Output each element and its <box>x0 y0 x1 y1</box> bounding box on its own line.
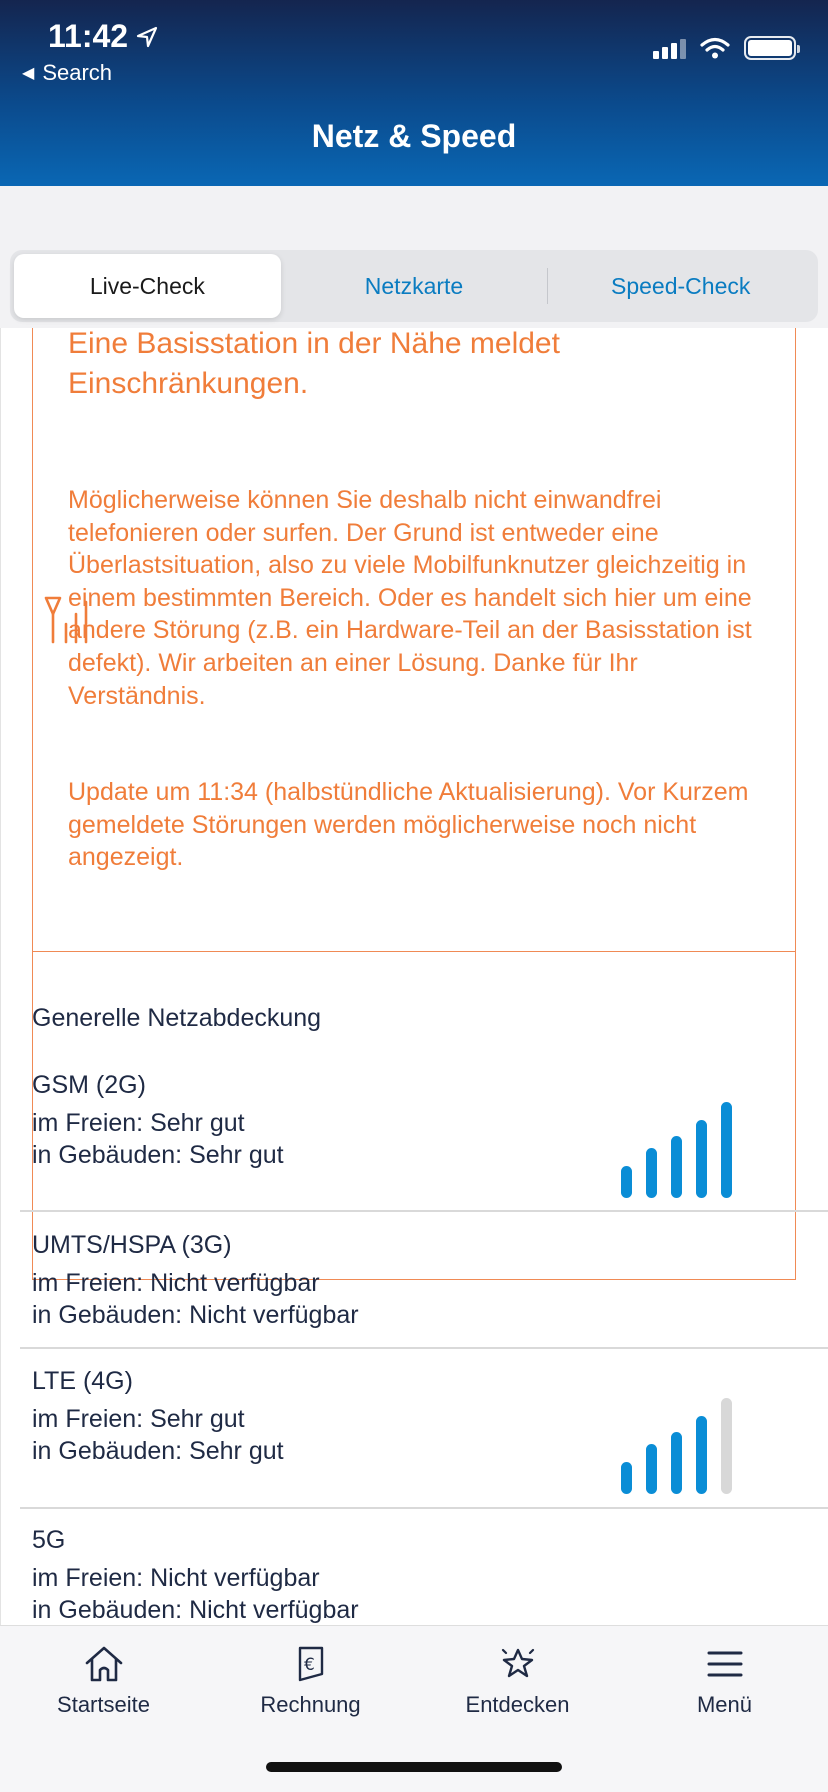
tab-live-check[interactable]: Live-Check <box>14 254 281 318</box>
signal-bar <box>671 1136 682 1198</box>
back-to-search-link[interactable] <box>22 60 112 86</box>
back-label: Search <box>42 60 113 85</box>
network-indoor: in Gebäuden: Sehr gut <box>32 1437 284 1465</box>
tab-entdecken[interactable] <box>414 1626 621 1746</box>
tab-label: Rechnung <box>260 1692 361 1717</box>
tab-label: Menü <box>696 1692 753 1717</box>
signal-bar <box>671 1432 682 1494</box>
network-name: 5G <box>32 1526 66 1554</box>
euro-bill-icon <box>290 1644 332 1684</box>
alert-card-border <box>32 328 796 952</box>
wifi-icon <box>700 37 730 59</box>
sparkle-star-icon <box>497 1644 539 1684</box>
tab-speed-check[interactable]: Speed-Check <box>547 254 814 318</box>
tab-label: Startseite <box>57 1692 150 1717</box>
network-outdoor: im Freien: Nicht verfügbar <box>32 1269 320 1297</box>
network-indoor: in Gebäuden: Nicht verfügbar <box>32 1596 359 1624</box>
tab-menu[interactable] <box>621 1626 828 1746</box>
network-name: LTE (4G) <box>32 1367 133 1395</box>
signal-bar <box>621 1462 632 1494</box>
signal-bar <box>721 1398 732 1494</box>
signal-bars-gsm <box>621 1102 732 1198</box>
signal-bar <box>646 1148 657 1198</box>
signal-bars-lte <box>621 1398 732 1494</box>
svg-text:€: € <box>303 1655 315 1675</box>
network-name: UMTS/HSPA (3G) <box>32 1231 232 1259</box>
row-divider <box>20 1507 828 1509</box>
tab-startseite[interactable] <box>0 1626 207 1746</box>
network-row-gsm <box>20 1068 828 1208</box>
segment-control <box>10 250 818 322</box>
coverage-section-title: Generelle Netzabdeckung <box>32 1004 322 1032</box>
battery-icon <box>744 36 796 60</box>
network-outdoor: im Freien: Sehr gut <box>32 1405 245 1433</box>
content-edge <box>0 328 1 1625</box>
network-indoor: in Gebäuden: Sehr gut <box>32 1141 284 1169</box>
network-row-5g <box>20 1523 828 1623</box>
network-outdoor: im Freien: Nicht verfügbar <box>32 1564 320 1592</box>
app-header <box>0 0 828 186</box>
alert-update-text: Update um 11:34 (halbstündliche Aktualisierung). Vor Kurzem gemeldete Störungen werden möglicherweise noch nicht angezeigt. <box>68 778 749 872</box>
signal-bar <box>646 1444 657 1494</box>
alert-body-text: Möglicherweise können Sie deshalb nicht einwandfrei telefonieren oder surfen. Der Grund ist entweder eine Überlastsituation, also zu viele Mobilfunknutzer gleichzeitig in einem bestimmten Bereich. Oder es handelt sich hier um eine andere Störung (z.B. ein Hardware-Teil an der Basisstation ist defekt). Wir arbeiten an einer Lösung. Danke für Ihr Verständnis. <box>68 486 752 710</box>
signal-bar <box>721 1102 732 1198</box>
row-divider <box>20 1210 828 1212</box>
network-outdoor: im Freien: Sehr gut <box>32 1109 245 1137</box>
back-triangle-icon: ◀ <box>22 65 35 82</box>
home-indicator <box>266 1762 562 1772</box>
tab-rechnung[interactable] <box>207 1626 414 1746</box>
page-title: Netz & Speed <box>311 118 517 154</box>
location-arrow-icon <box>136 26 158 48</box>
network-indoor: in Gebäuden: Nicht verfügbar <box>32 1301 359 1329</box>
signal-bar <box>696 1120 707 1198</box>
network-name: GSM (2G) <box>32 1071 146 1099</box>
alert-title: Eine Basisstation in der Nähe meldet Einschränkungen. <box>68 327 560 400</box>
status-time <box>48 18 158 55</box>
tab-netzkarte[interactable]: Netzkarte <box>364 272 464 299</box>
house-icon <box>83 1644 125 1684</box>
signal-bar <box>696 1416 707 1494</box>
row-divider <box>20 1347 828 1349</box>
clock-text: 11:42 <box>48 18 129 54</box>
network-row-umts <box>20 1228 828 1348</box>
hamburger-menu-icon <box>704 1644 746 1684</box>
tab-label: Entdecken <box>465 1692 570 1717</box>
cellular-signal-icon <box>653 37 686 59</box>
status-indicators <box>653 36 796 60</box>
network-row-lte <box>20 1364 828 1504</box>
signal-bar <box>621 1166 632 1198</box>
